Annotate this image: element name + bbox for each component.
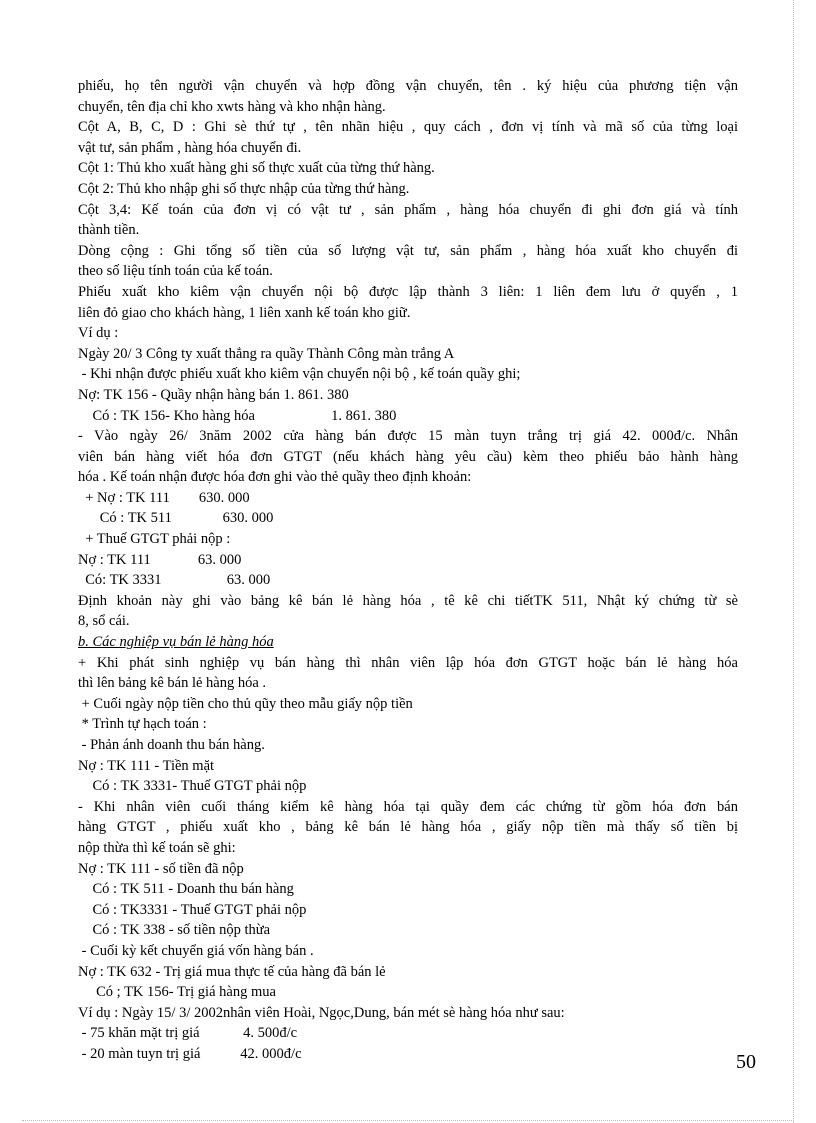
bottom-dotted-border [22, 1120, 794, 1121]
text-line: Nợ : TK 632 - Trị giá mua thực tế của hàng đã bán lẻ [78, 963, 386, 980]
text-line: Định khoản này ghi vào bảng kê bán lẻ hàng hóa , tê kê chi tiếtTK 511, Nhật ký chứng từ sè [78, 592, 738, 609]
text-line: Ví dụ : [78, 325, 119, 342]
text-line: Có : TK 338 - số tiền nộp thừa [78, 922, 271, 939]
text-line: chuyển, tên địa chỉ kho xwts hàng và kho nhận hàng. [78, 98, 386, 115]
text-line: theo số liệu tính toán của kế toán. [78, 263, 273, 280]
text-line: liên đỏ giao cho khách hàng, 1 liên xanh kế toán kho giữ. [78, 304, 411, 321]
text-line: Có : TK 511 - Doanh thu bán hàng [78, 881, 294, 898]
text-line: + Thuế GTGT phải nộp : [78, 531, 231, 548]
text-line: vật tư, sản phẩm , hàng hóa chuyển đi. [78, 139, 302, 156]
text-line: Nợ : TK 111 63. 000 [78, 551, 242, 568]
text-line: Có : TK 511 630. 000 [78, 510, 274, 527]
text-line: - Vào ngày 26/ 3năm 2002 cửa hàng bán được 15 màn tuyn trắng trị giá 42. 000đ/c. Nhân [78, 428, 738, 445]
text-line: Nợ: TK 156 - Quầy nhận hàng bán 1. 861. 380 [78, 386, 349, 403]
text-line: + Nợ : TK 111 630. 000 [78, 489, 250, 506]
text-line: Dòng cộng : Ghi tổng số tiền của số lượng vật tư, sản phẩm , hàng hóa xuất kho chuyển đi [78, 242, 738, 259]
text-line: phiếu, họ tên người vận chuyển và hợp đồng vận chuyển, tên . ký hiệu của phương tiện vận [78, 78, 738, 94]
text-line: Cột A, B, C, D : Ghi sè thứ tự , tên nhãn hiệu , quy cách , đơn vị tính và mã số của từng loại [78, 119, 738, 136]
text-line: Nợ : TK 111 - số tiền đã nộp [78, 860, 244, 877]
right-dotted-border [793, 0, 794, 1123]
text-line: thì lên bảng kê bán lẻ hàng hóa . [78, 675, 267, 692]
text-line: Ngày 20/ 3 Công ty xuất thẳng ra quầy Thành Công màn trắng A [78, 345, 455, 362]
text-line: Phiếu xuất kho kiêm vận chuyển nội bộ được lập thành 3 liên: 1 liên đem lưu ở quyển , 1 [78, 283, 738, 300]
text-line: nộp thừa thì kế toán sẽ ghi: [78, 839, 236, 856]
page-number: 50 [736, 1051, 756, 1073]
section-heading-text: b. Các nghiệp vụ bán lẻ hàng hóa [78, 634, 274, 651]
text-line: Có : TK 156- Kho hàng hóa 1. 861. 380 [78, 407, 397, 424]
text-line: Cột 2: Thủ kho nhập ghi số thực nhập của từng thứ hàng. [78, 180, 410, 197]
text-line: - 20 màn tuyn trị giá 42. 000đ/c [78, 1045, 302, 1062]
text-line: Có ; TK 156- Trị giá hàng mua [78, 984, 276, 1001]
text-line: Có: TK 3331 63. 000 [78, 572, 271, 589]
text-line: hàng GTGT , phiếu xuất kho , bảng kê bán lẻ hàng hóa , giấy nộp tiền mà thấy số tiền bị [78, 819, 738, 836]
text-line: Có : TK3331 - Thuế GTGT phải nộp [78, 901, 307, 918]
body-text [78, 76, 738, 1065]
text-line: viên bán hàng viết hóa đơn GTGT (nếu khách hàng yêu cầu) kèm theo phiếu bảo hành hàng [78, 448, 738, 465]
section-heading [78, 632, 738, 653]
text-line: - Cuối kỳ kết chuyển giá vốn hàng bán . [78, 942, 314, 959]
text-line: - 75 khăn mặt trị giá 4. 500đ/c [78, 1025, 298, 1042]
text-line: Cột 3,4: Kế toán của đơn vị có vật tư , sản phẩm , hàng hóa chuyển đi ghi đơn giá và tính [78, 201, 738, 218]
text-line: thành tiền. [78, 222, 140, 239]
text-line: + Cuối ngày nộp tiền cho thủ qũy theo mẫu giấy nộp tiền [78, 695, 413, 712]
text-line: Có : TK 3331- Thuế GTGT phải nộp [78, 778, 307, 795]
text-line: + Khi phát sinh nghiệp vụ bán hàng thì nhân viên lập hóa đơn GTGT hoặc bán lẻ hàng hóa [78, 654, 738, 671]
text-line: - Khi nhân viên cuối tháng kiểm kê hàng hóa tại quầy đem các chứng từ gồm hóa đơn bán [78, 798, 738, 815]
text-line: * Trình tự hạch toán : [78, 716, 207, 733]
text-line: Nợ : TK 111 - Tiền mặt [78, 757, 215, 774]
text-line: Ví dụ : Ngày 15/ 3/ 2002nhân viên Hoài, Ngọc,Dung, bán mét sè hàng hóa như sau: [78, 1004, 565, 1021]
text-line: Cột 1: Thủ kho xuất hàng ghi số thực xuất của từng thứ hàng. [78, 160, 435, 177]
text-line: hóa . Kế toán nhận được hóa đơn ghi vào thẻ quầy theo định khoản: [78, 469, 472, 486]
text-line: - Phản ánh doanh thu bán hàng. [78, 737, 265, 753]
text-line: - Khi nhận được phiếu xuất kho kiêm vận chuyển nội bộ , kế toán quầy ghi; [78, 366, 521, 383]
text-line: 8, sổ cái. [78, 613, 130, 630]
